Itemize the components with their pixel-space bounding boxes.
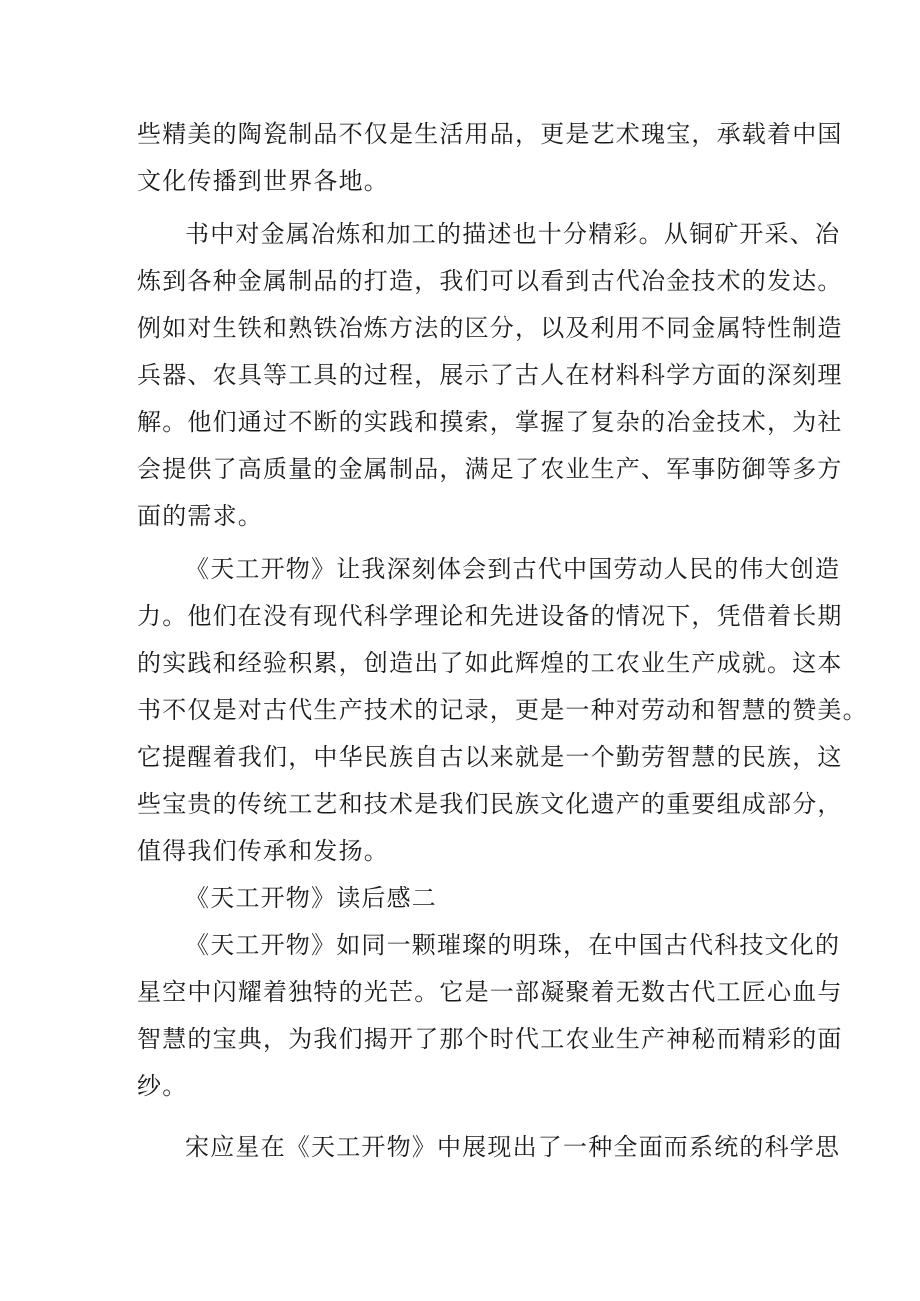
paragraph-first-line: 《天工开物》让我深刻体会到古代中国劳动人民的伟大创造 bbox=[185, 555, 841, 583]
paragraph-first-line: 宋应星在《天工开物》中展现出了一种全面而系统的科学思 bbox=[185, 1133, 841, 1161]
text-line: 智慧的宝典，为我们揭开了那个时代工农业生产神秘而精彩的面 bbox=[137, 1025, 843, 1053]
text-line: 纱。 bbox=[137, 1072, 188, 1100]
text-line: 的实践和经验积累，创造出了如此辉煌的工农业生产成就。这本 bbox=[137, 649, 843, 677]
text-line: 面的需求。 bbox=[137, 502, 263, 530]
text-line: 例如对生铁和熟铁冶炼方法的区分，以及利用不同金属特性制造 bbox=[137, 314, 843, 342]
text-line: 值得我们传承和发扬。 bbox=[137, 837, 389, 865]
text-line: 兵器、农具等工具的过程，展示了古人在材料科学方面的深刻理 bbox=[137, 361, 843, 389]
text-line: 星空中闪耀着独特的光芒。它是一部凝聚着无数古代工匠心血与 bbox=[137, 978, 843, 1006]
paragraph-first-line: 《天工开物》如同一颗璀璨的明珠，在中国古代科技文化的 bbox=[185, 931, 841, 959]
text-line: 力。他们在没有现代科学理论和先进设备的情况下，凭借着长期 bbox=[137, 602, 843, 630]
text-line: 它提醒着我们，中华民族自古以来就是一个勤劳智慧的民族，这 bbox=[137, 743, 843, 771]
text-line: 文化传播到世界各地。 bbox=[137, 167, 389, 195]
text-line: 会提供了高质量的金属制品，满足了农业生产、军事防御等多方 bbox=[137, 455, 843, 483]
text-line: 炼到各种金属制品的打造，我们可以看到古代冶金技术的发达。 bbox=[137, 267, 843, 295]
section-heading: 《天工开物》读后感二 bbox=[185, 884, 437, 912]
text-line: 些精美的陶瓷制品不仅是生活用品，更是艺术瑰宝，承载着中国 bbox=[137, 120, 843, 148]
text-line: 书不仅是对古代生产技术的记录，更是一种对劳动和智慧的赞美。 bbox=[137, 696, 868, 724]
text-line: 解。他们通过不断的实践和摸索，掌握了复杂的冶金技术，为社 bbox=[137, 408, 843, 436]
text-line: 些宝贵的传统工艺和技术是我们民族文化遗产的重要组成部分， bbox=[137, 790, 843, 818]
document-body bbox=[137, 111, 868, 1171]
paragraph-first-line: 书中对金属冶炼和加工的描述也十分精彩。从铜矿开采、冶 bbox=[185, 220, 841, 248]
